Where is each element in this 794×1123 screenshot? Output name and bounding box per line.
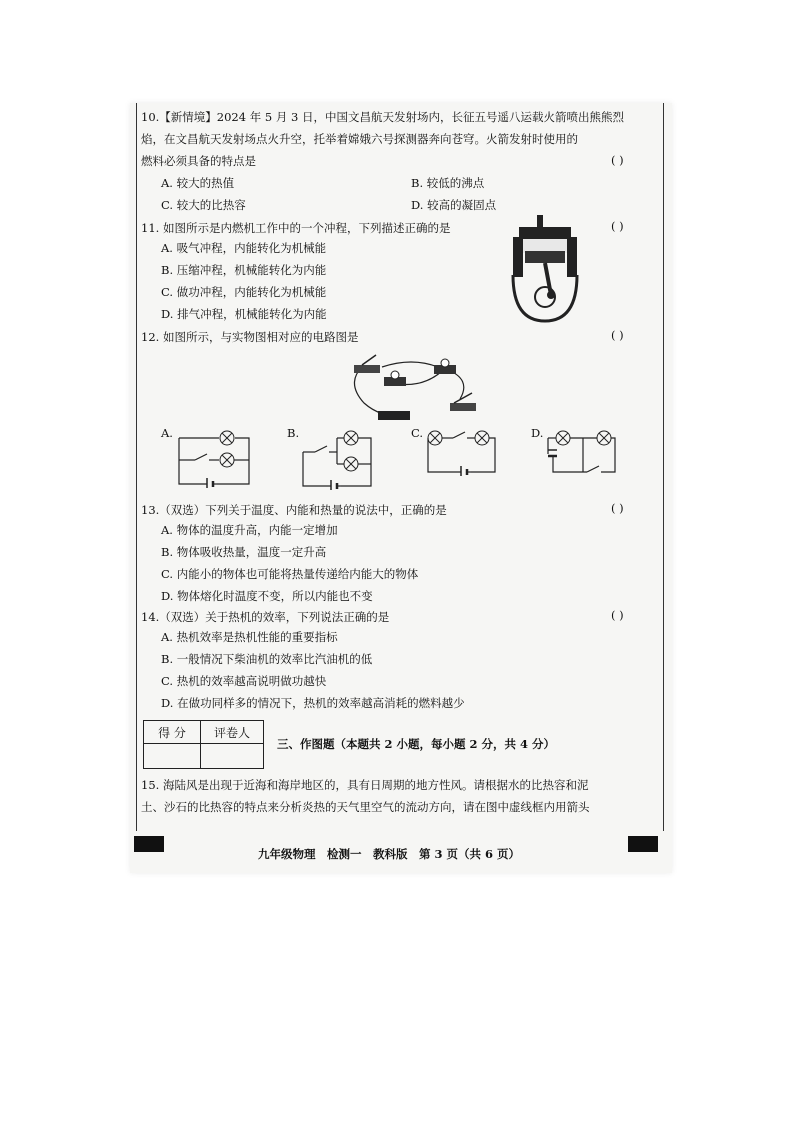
score-label: 得 分 — [144, 721, 201, 744]
q12-option-c[interactable]: C. — [411, 426, 424, 440]
q10-option-c[interactable]: C. 较大的比热容 — [161, 198, 246, 212]
q12-option-a[interactable]: A. — [161, 426, 173, 440]
q13-option-a[interactable]: A. 物体的温度升高，内能一定增加 — [161, 523, 338, 537]
q12-answer-blank[interactable]: ( ) — [611, 328, 624, 342]
circuit-diagram-a — [177, 428, 253, 488]
q14-answer-blank[interactable]: ( ) — [611, 608, 624, 622]
q11-option-b[interactable]: B. 压缩冲程，机械能转化为内能 — [161, 263, 327, 277]
q13-option-c[interactable]: C. 内能小的物体也可能将热量传递给内能大的物体 — [161, 567, 419, 581]
grader-cell[interactable] — [201, 744, 264, 769]
q10-option-b[interactable]: B. 较低的沸点 — [411, 176, 485, 190]
q15-line1: 15. 海陆风是出现于近海和海岸地区的，具有日周期的地方性风。请根据水的比热容和泥 — [141, 778, 589, 792]
q13-option-b[interactable]: B. 物体吸收热量，温度一定升高 — [161, 545, 327, 559]
section-3-heading: 三、作图题（本题共 2 小题，每小题 2 分，共 4 分） — [277, 737, 556, 751]
q14-text: 14.（双选）关于热机的效率，下列说法正确的是 — [141, 610, 390, 624]
q13-text: 13.（双选）下列关于温度、内能和热量的说法中，正确的是 — [141, 503, 447, 517]
q12-text: 12. 如图所示，与实物图相对应的电路图是 — [141, 330, 359, 344]
q11-answer-blank[interactable]: ( ) — [611, 219, 624, 233]
q15-line2: 土、沙石的比热容的特点来分析炎热的天气里空气的流动方向，请在图中虚线框内用箭头 — [141, 800, 590, 814]
q10-line2: 焰，在文昌航天发射场点火升空，托举着嫦娥六号探测器奔向苍穹。火箭发射时使用的 — [141, 132, 578, 146]
q10-line3: 燃料必须具备的特点是 — [141, 154, 256, 168]
physical-circuit-figure — [342, 353, 482, 423]
circuit-diagram-d — [545, 428, 621, 476]
q14-option-c[interactable]: C. 热机的效率越高说明做功越快 — [161, 674, 327, 688]
score-table — [143, 720, 264, 769]
q12-option-b[interactable]: B. — [287, 426, 300, 440]
q10-option-a[interactable]: A. 较大的热值 — [161, 176, 235, 190]
q11-option-d[interactable]: D. 排气冲程，机械能转化为内能 — [161, 307, 327, 321]
score-cell[interactable] — [144, 744, 201, 769]
q12-option-d[interactable]: D. — [531, 426, 544, 440]
exam-page — [130, 103, 672, 873]
q13-option-d[interactable]: D. 物体熔化时温度不变，所以内能也不变 — [161, 589, 373, 603]
q11-option-c[interactable]: C. 做功冲程，内能转化为机械能 — [161, 285, 327, 299]
q11-option-a[interactable]: A. 吸气冲程，内能转化为机械能 — [161, 241, 327, 255]
q13-answer-blank[interactable]: ( ) — [611, 501, 624, 515]
q10-line1: 10.【新情境】2024 年 5 月 3 日，中国文昌航天发射场内，长征五号遥八运载火箭喷出熊熊烈 — [141, 110, 624, 124]
footer-text: 九年级物理 检测一 教科版 第 3 页（共 6 页） — [258, 847, 521, 861]
q10-answer-blank[interactable]: ( ) — [611, 153, 624, 167]
page-footer — [130, 838, 672, 868]
circuit-diagram-c — [425, 428, 501, 476]
q11-text: 11. 如图所示是内燃机工作中的一个冲程，下列描述正确的是 — [141, 221, 451, 235]
engine-stroke-figure — [507, 213, 583, 325]
circuit-diagram-b — [301, 428, 377, 490]
q14-option-d[interactable]: D. 在做功同样多的情况下，热机的效率越高消耗的燃料越少 — [161, 696, 465, 710]
q10-option-d[interactable]: D. 较高的凝固点 — [411, 198, 497, 212]
q14-option-b[interactable]: B. 一般情况下柴油机的效率比汽油机的低 — [161, 652, 373, 666]
grader-label: 评卷人 — [201, 721, 264, 744]
exam-sheet — [136, 103, 664, 831]
q14-option-a[interactable]: A. 热机效率是热机性能的重要指标 — [161, 630, 338, 644]
